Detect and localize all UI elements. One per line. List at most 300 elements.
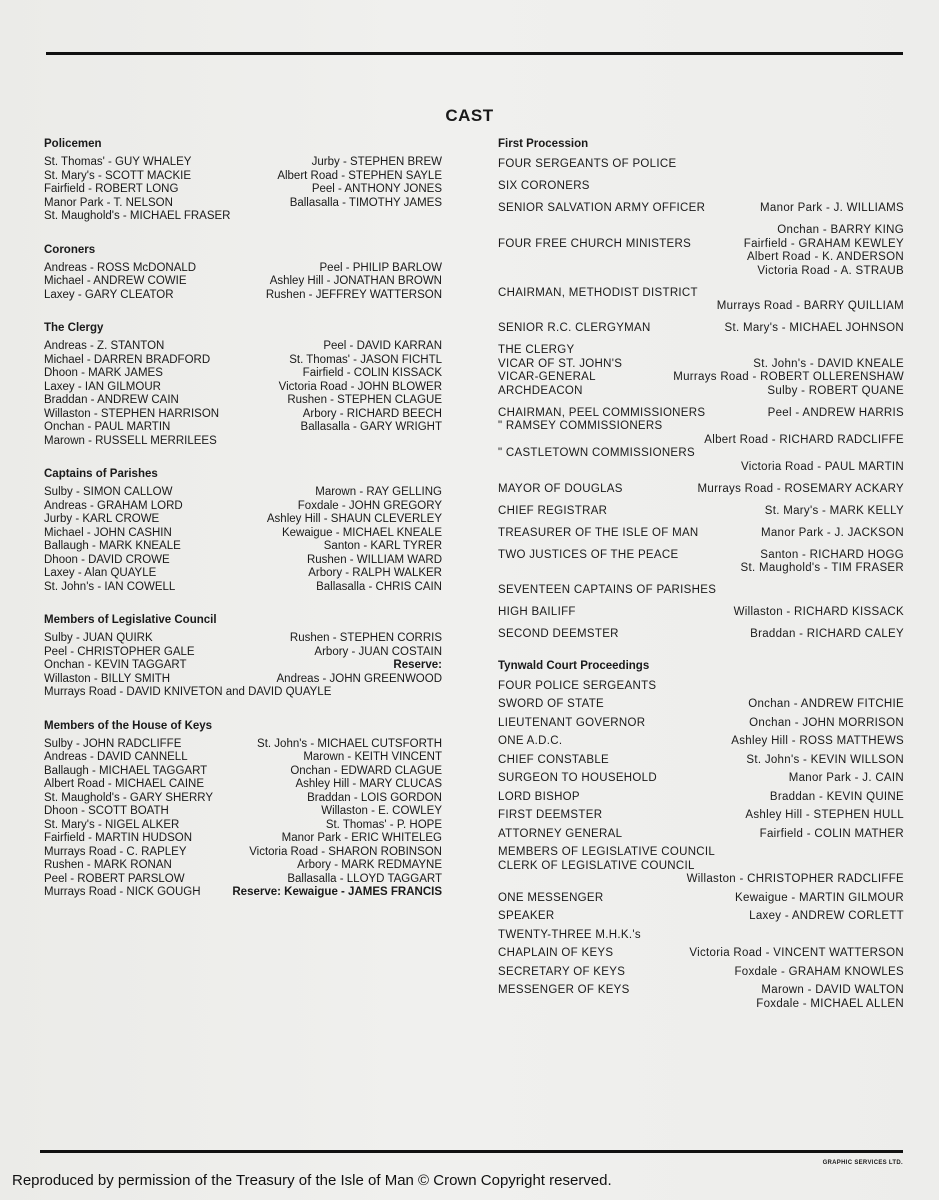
cast-entry-right: Onchan - EDWARD CLAGUE [290,764,442,777]
section-heading: First Procession [498,138,589,150]
cast-entry-left: Willaston - BILLY SMITH [44,672,171,685]
role-label: HIGH BAILIFF [498,606,576,618]
procession-line [496,873,904,887]
procession-line [496,984,904,998]
role-label: LIEUTENANT GOVERNOR [498,716,646,729]
procession-item [496,628,904,642]
cast-entry-left: Fairfield - ROBERT LONG [44,183,179,195]
cast-entry-left: Sulby - JOHN RADCLIFFE [44,737,182,750]
cast-row [44,527,442,541]
procession-item [496,910,904,924]
role-performer: Albert Road - RICHARD RADCLIFFE [704,433,904,446]
cast-entry-left: Sulby - JUAN QUIRK [44,632,153,644]
cast-entry-right: Peel - PHILIP BARLOW [319,261,442,274]
cast-row [44,210,442,224]
role-label: SENIOR R.C. CLERGYMAN [498,322,651,334]
cast-entry-left: Laxey - Alan QUAYLE [44,567,157,579]
cast-entry-left: Willaston - STEPHEN HARRISON [44,407,220,420]
role-performer: Kewaigue - MARTIN GILMOUR [735,891,904,904]
cast-row [44,805,442,819]
procession-item [496,549,904,576]
role-performer: Murrays Road - BARRY QUILLIAM [716,300,904,312]
role-label: SEVENTEEN CAPTAINS OF PARISHES [498,584,717,596]
cast-entry-left: Onchan - KEVIN TAGGART [44,659,187,671]
cast-entry-right: Andreas - JOHN GREENWOOD [276,672,442,685]
role-performer: Braddan - KEVIN QUINE [769,790,904,803]
role-performer: Ashley Hill - ROSS MATTHEWS [731,735,904,747]
section-heading: The Clergy [44,322,104,334]
procession-line [496,562,904,576]
cast-entry-right: Peel - DAVID KARRAN [323,340,442,352]
role-performer: Manor Park - J. WILLIAMS [760,202,904,214]
role-performer: St. Maughold's - TIM FRASER [740,562,904,574]
cast-entry-right: Arbory - RICHARD BEECH [302,407,442,420]
cast-entry-left: Braddan - ANDREW CAIN [44,394,179,406]
role-label: SURGEON TO HOUSEHOLD [498,772,657,784]
role-performer: Ashley Hill - STEPHEN HULL [745,809,904,821]
procession-item [496,606,904,620]
cast-entry-left: Dhoon - DAVID CROWE [44,553,170,566]
cast-row [44,846,442,860]
role-label: SENIOR SALVATION ARMY OFFICER [498,202,706,214]
procession-line [496,447,904,461]
cast-row [44,262,442,276]
procession-line [496,698,904,712]
role-performer: Marown - DAVID WALTON [761,984,904,996]
role-label: TWO JUSTICES OF THE PEACE [498,548,679,561]
role-label: ONE MESSENGER [498,891,604,904]
role-label: TWENTY-THREE M.H.K.'s [498,928,641,941]
role-label [496,434,498,448]
left-column [44,138,442,920]
role-performer: Victoria Road - A. STRAUB [757,264,904,277]
cast-row [44,367,442,381]
cast-entry-left: Dhoon - MARK JAMES [44,367,163,379]
cast-entry-left: Andreas - DAVID CANNELL [44,751,188,763]
cast-entry-left: Ballaugh - MICHAEL TAGGART [44,764,208,777]
procession-item [496,947,904,961]
role-performer: Onchan - JOHN MORRISON [749,716,904,729]
cast-entry-left: Murrays Road - NICK GOUGH [44,886,201,898]
role-label: ARCHDEACON [498,384,583,397]
section-heading: Tynwald Court Proceedings [498,659,650,672]
cast-entry-right: Marown - KEITH VINCENT [303,751,442,763]
procession-line [496,717,904,731]
procession-line [496,358,904,372]
cast-row [44,354,442,368]
section-heading: Policemen [44,138,102,150]
cast-entry-left: Fairfield - MARTIN HUDSON [44,832,193,844]
role-label [496,224,498,238]
role-label: " RAMSEY COMMISSIONERS [498,420,663,432]
cast-section [44,322,442,448]
cast-row [44,381,442,395]
page-title: CAST [445,106,494,125]
cast-entry-left: St. Thomas' - GUY WHALEY [44,156,192,168]
section-heading: Captains of Parishes [44,468,158,480]
procession-item [496,984,904,1011]
cast-entry-left: Peel - CHRISTOPHER GALE [44,645,195,658]
cast-entry-right: Santon - KARL TYRER [323,540,442,552]
cast-entry-right: St. John's - MICHAEL CUTSFORTH [257,737,442,750]
cast-row [44,408,442,422]
role-label: MESSENGER OF KEYS [498,984,630,996]
cast-entry-right: Ballasalla - LLOYD TAGGART [287,872,442,885]
cast-entry-left: Michael - JOHN CASHIN [44,526,172,539]
cast-entry-right: St. Thomas' - P. HOPE [325,818,442,831]
cast-entry-right: Ballasalla - GARY WRIGHT [300,421,442,433]
procession-line [496,385,904,399]
cast-entry-right: Arbory - JUAN COSTAIN [314,645,442,658]
procession-line [496,809,904,823]
cast-entry-right: Arbory - MARK REDMAYNE [297,859,442,871]
procession-line [496,680,904,694]
role-performer: St. Mary's - MICHAEL JOHNSON [724,322,904,334]
cast-entry-right: Foxdale - JOHN GREGORY [297,499,442,512]
cast-entry-left: Michael - DARREN BRADFORD [44,353,211,366]
cast-row [44,513,442,527]
procession-line [496,434,904,448]
procession-line [496,828,904,842]
cast-entry-left: St. Maughold's - GARY SHERRY [44,791,214,804]
cast-row [44,421,442,435]
cast-section [44,468,442,594]
procession-item [496,224,904,278]
role-label: VICAR-GENERAL [498,371,596,383]
procession-item [496,584,904,598]
procession-item [496,483,904,497]
role-performer: Manor Park - J. JACKSON [760,526,904,539]
cast-row [44,394,442,408]
role-performer: Onchan - ANDREW FITCHIE [748,698,904,710]
cast-entry-left: Dhoon - SCOTT BOATH [44,805,169,817]
procession-line [496,251,904,265]
cast-row [44,500,442,514]
role-label: SECRETARY OF KEYS [498,965,626,978]
procession-line [496,772,904,786]
role-label: THE CLERGY [498,344,575,356]
procession-line [496,420,904,434]
procession-item [496,966,904,980]
role-performer: Albert Road - K. ANDERSON [746,251,904,263]
cast-row [44,632,442,646]
cast-entry-right: Rushen - STEPHEN CORRIS [289,632,442,644]
role-label [496,873,498,887]
role-label: FOUR SERGEANTS OF POLICE [498,158,677,170]
role-performer: Fairfield - COLIN MATHER [759,827,904,840]
copyright-credit: Reproduced by permission of the Treasury of the Isle of Man © Crown Copyright reserved. [12,1172,612,1189]
procession-item [496,846,904,887]
procession-item [496,407,904,475]
cast-entry-left: Michael - ANDREW COWIE [44,275,187,287]
procession-line [496,628,904,642]
cast-row [44,778,442,792]
procession-line [496,735,904,749]
role-label: SWORD OF STATE [498,698,604,710]
role-label: ONE A.D.C. [498,735,563,747]
section-heading: Coroners [44,243,96,256]
role-performer: Sulby - ROBERT QUANE [767,384,904,397]
cast-entry-right: St. Thomas' - JASON FICHTL [289,353,442,366]
cast-row [44,765,442,779]
cast-entry-right: Reserve: Kewaigue - JAMES FRANCIS [232,886,442,898]
cast-entry-left: Peel - ROBERT PARSLOW [44,872,185,885]
procession-line [496,929,904,943]
role-label: FOUR FREE CHURCH MINISTERS [498,237,692,250]
procession-item [496,791,904,805]
cast-entry-right: Jurby - STEPHEN BREW [311,156,442,168]
role-label: LORD BISHOP [498,790,580,803]
procession-item [496,680,904,694]
cast-entry-right: Ashley Hill - JONATHAN BROWN [269,275,442,287]
role-label [496,251,498,265]
role-label: SECOND DEEMSTER [498,628,619,640]
cast-row [44,435,442,449]
top-rule [46,52,903,55]
cast-entry-right: Rushen - JEFFREY WATTERSON [265,288,442,301]
role-label: FIRST DEEMSTER [498,809,603,821]
right-column [496,138,904,1016]
cast-entry-right: Victoria Road - JOHN BLOWER [278,380,442,393]
cast-entry-left: Andreas - Z. STANTON [44,340,165,352]
cast-row [44,275,442,289]
cast-row [44,197,442,211]
role-label [496,265,498,279]
role-label: FOUR POLICE SERGEANTS [498,679,657,692]
cast-entry-right: Willaston - E. COWLEY [321,805,442,817]
cast-entry-right: Peel - ANTHONY JONES [311,183,442,195]
procession-line [496,892,904,906]
cast-row [44,659,442,673]
role-performer: Onchan - BARRY KING [777,224,904,236]
cast-entry-right: Manor Park - ERIC WHITELEG [281,832,442,844]
role-performer: Santon - RICHARD HOGG [760,548,904,561]
procession-item [496,828,904,842]
cast-section [44,244,442,303]
cast-entry-right: Fairfield - COLIN KISSACK [302,367,442,379]
role-performer: Victoria Road - PAUL MARTIN [741,460,904,473]
role-performer: St. John's - DAVID KNEALE [753,357,904,370]
procession-item [496,735,904,749]
procession-item [496,929,904,943]
cast-entry-right: Marown - RAY GELLING [315,486,442,498]
cast-entry-left: St. Maughold's - MICHAEL FRASER [44,210,231,222]
role-label: CHIEF REGISTRAR [498,504,608,517]
cast-row [44,792,442,806]
role-performer: Foxdale - GRAHAM KNOWLES [734,965,904,978]
cast-entry-right: Ballasalla - TIMOTHY JAMES [289,196,442,209]
cast-row [44,156,442,170]
procession-item [496,892,904,906]
cast-row [44,289,442,303]
procession-line [496,846,904,860]
cast-entry-left: Rushen - MARK RONAN [44,859,172,871]
cast-row [44,873,442,887]
role-performer: Willaston - CHRISTOPHER RADCLIFFE [686,873,904,885]
cast-row [44,183,442,197]
procession-line [496,910,904,924]
cast-entry-right: Kewaigue - MICHAEL KNEALE [281,526,442,539]
cast-entry-left: Murrays Road - C. RAPLEY [44,845,187,858]
role-performer: Murrays Road - ROSEMARY ACKARY [697,482,904,495]
section-heading: Members of the House of Keys [44,719,213,732]
section-heading: Members of Legislative Council [44,614,217,626]
cast-entry-right: Reserve: [393,659,442,671]
cast-row [44,819,442,833]
role-label: ATTORNEY GENERAL [498,827,623,840]
cast-entry-left: Laxey - GARY CLEATOR [44,288,174,301]
cast-entry-right: Victoria Road - SHARON ROBINSON [249,845,442,858]
cast-entry-right: Ashley Hill - MARY CLUCAS [295,778,442,790]
role-label: SIX CORONERS [498,180,590,192]
role-label: CHAPLAIN OF KEYS [498,947,614,959]
first-procession-section [496,138,904,642]
cast-entry-left: Laxey - IAN GILMOUR [44,380,161,393]
cast-entry-left: Andreas - ROSS McDONALD [44,261,197,274]
procession-line [496,966,904,980]
cast-entry-right: Arbory - RALPH WALKER [308,567,442,579]
procession-line [496,998,904,1012]
cast-row [44,540,442,554]
tynwald-section [496,660,904,1012]
cast-entry-right: Albert Road - STEPHEN SAYLE [277,169,442,182]
procession-line [496,483,904,497]
bottom-rule [40,1150,903,1153]
role-label [496,461,498,475]
role-performer: St. Mary's - MARK KELLY [764,504,904,517]
procession-item [496,287,904,314]
cast-entry-right: Braddan - LOIS GORDON [307,791,442,804]
role-label [496,998,498,1012]
procession-line [496,238,904,252]
role-performer: Manor Park - J. CAIN [788,772,904,784]
cast-entry-left: Sulby - SIMON CALLOW [44,486,173,498]
role-label: CHIEF CONSTABLE [498,753,609,766]
role-label: MAYOR OF DOUGLAS [498,482,623,495]
procession-item [496,505,904,519]
procession-item [496,322,904,336]
role-performer: Foxdale - MICHAEL ALLEN [756,997,904,1010]
cast-row [44,673,442,687]
cast-section [44,614,442,700]
cast-row [44,567,442,581]
cast-row [44,581,442,595]
procession-line [496,584,904,598]
role-performer: Braddan - RICHARD CALEY [750,628,904,640]
procession-line [496,344,904,358]
role-label: MEMBERS OF LEGISLATIVE COUNCIL [498,846,716,858]
printer-credit: GRAPHIC SERVICES LTD. [822,1160,903,1166]
cast-entry-left: Onchan - PAUL MARTIN [44,421,171,433]
cast-row [44,554,442,568]
cast-row [44,340,442,354]
cast-entry-left: Manor Park - T. NELSON [44,196,173,209]
procession-line [496,505,904,519]
procession-item [496,202,904,216]
procession-item [496,754,904,768]
role-performer: Peel - ANDREW HARRIS [767,406,904,419]
procession-item [496,180,904,194]
role-performer: Murrays Road - ROBERT OLLERENSHAW [673,371,904,383]
cast-entry-left: St. Mary's - SCOTT MACKIE [44,169,192,182]
role-performer: Fairfield - GRAHAM KEWLEY [743,237,904,250]
cast-row [44,686,442,700]
cast-entry-right: Ballasalla - CHRIS CAIN [316,580,442,593]
procession-line [496,947,904,961]
procession-line [496,549,904,563]
procession-line [496,407,904,421]
cast-row [44,751,442,765]
procession-line [496,461,904,475]
role-performer: St. John's - KEVIN WILLSON [746,753,904,766]
procession-item [496,809,904,823]
procession-line [496,527,904,541]
role-label [496,300,498,314]
cast-section [44,720,442,900]
cast-entry-left: St. John's - IAN COWELL [44,580,176,593]
procession-line [496,791,904,805]
cast-row [44,859,442,873]
cast-row [44,646,442,660]
role-performer: Willaston - RICHARD KISSACK [733,606,904,618]
procession-line [496,202,904,216]
cast-section [44,138,442,224]
cast-entry-right: Ashley Hill - SHAUN CLEVERLEY [266,513,442,525]
cast-entry-left: Andreas - GRAHAM LORD [44,499,183,512]
procession-item [496,698,904,712]
cast-entry-left: Murrays Road - DAVID KNIVETON and DAVID QUAYLE [44,686,332,698]
procession-line [496,754,904,768]
procession-item [496,344,904,398]
cast-entry-left: Marown - RUSSELL MERRILEES [44,434,217,447]
procession-line [496,265,904,279]
procession-line [496,606,904,620]
procession-line [496,300,904,314]
procession-line [496,180,904,194]
procession-line [496,158,904,172]
role-performer: Laxey - ANDREW CORLETT [749,910,904,922]
role-performer: Victoria Road - VINCENT WATTERSON [689,947,904,959]
role-label: CHAIRMAN, PEEL COMMISSIONERS [498,406,706,419]
role-label: TREASURER OF THE ISLE OF MAN [498,526,699,539]
role-label: SPEAKER [498,910,555,922]
cast-row [44,738,442,752]
procession-item [496,717,904,731]
cast-entry-right: Rushen - WILLIAM WARD [306,553,442,566]
procession-item [496,772,904,786]
procession-item [496,158,904,172]
procession-line [496,371,904,385]
cast-row [44,886,442,900]
role-label: CLERK OF LEGISLATIVE COUNCIL [498,859,695,872]
procession-line [496,287,904,301]
cast-row [44,486,442,500]
cast-entry-left: Jurby - KARL CROWE [44,513,160,525]
procession-item [496,527,904,541]
role-label: VICAR OF ST. JOHN'S [498,357,623,370]
role-label: CHAIRMAN, METHODIST DISTRICT [498,286,698,299]
procession-line [496,860,904,874]
procession-line [496,322,904,336]
role-label [496,562,498,576]
cast-row [44,832,442,846]
cast-entry-left: St. Mary's - NIGEL ALKER [44,818,180,831]
cast-entry-right: Rushen - STEPHEN CLAGUE [287,394,442,406]
cast-entry-left: Albert Road - MICHAEL CAINE [44,778,204,790]
role-label: " CASTLETOWN COMMISSIONERS [498,447,695,459]
cast-entry-left: Ballaugh - MARK KNEALE [44,540,181,552]
procession-line [496,224,904,238]
